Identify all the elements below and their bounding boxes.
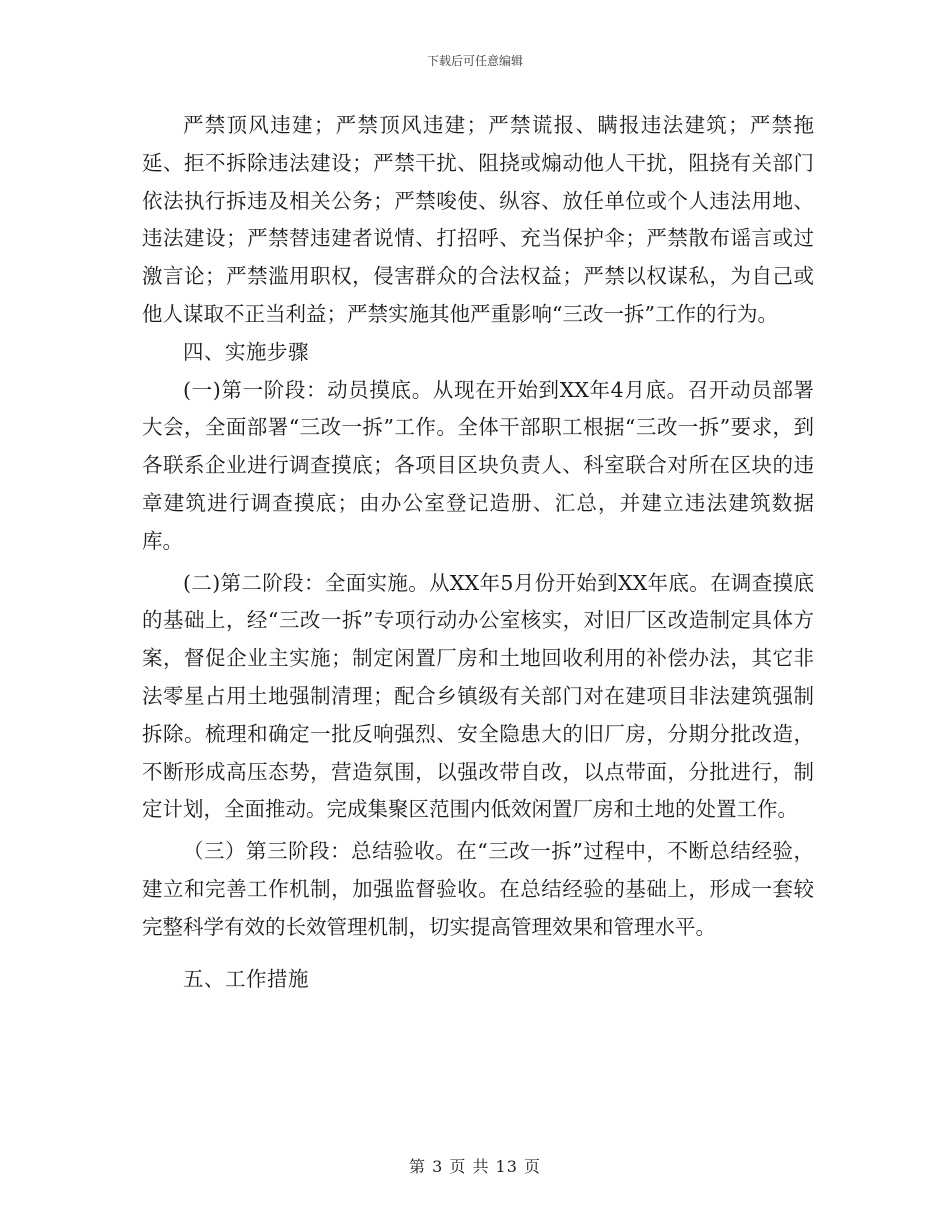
- page-header-note: 下载后可任意编辑: [426, 54, 523, 68]
- paragraph-prohibitions: 严禁顶风违建；严禁顶风违建；严禁谎报、瞒报违法建筑；严禁拖延、拒不拆除违法建设；严禁干扰、阻挠或煽动他人干扰，阻挠有关部门依法执行拆违及相关公务；严禁唆使、纵容、放任单位或个人违法用地、违法建设；严禁替违建者说情、打招呼、充当保护伞；严禁散布谣言或过激言论；严禁滥用职权，侵害群众的合法权益；严禁以权谋私，为自己或他人谋取不正当利益；严禁实施其他严重影响“三改一拆”工作的行为。: [142, 113, 814, 326]
- page-footer-number: 第 3 页 共 13 页: [409, 1157, 541, 1176]
- paragraph-phase-two: (二)第二阶段：全面实施。从XX年5月份开始到XX年底。在调查摸底的基础上，经“三改一拆”专项行动办公室核实，对旧厂区改造制定具体方案，督促企业主实施；制定闲置厂房和土地回收利用的补偿办法，其它非法零星占用土地强制清理；配合乡镇级有关部门对在建项目非法建筑强制拆除。梳理和确定一批反响强烈、安全隐患大的旧厂房，分期分批改造，不断形成高压态势，营造氛围，以强改带自改，以点带面，分批进行，制定计划，全面推动。完成集聚区范围内低效闲置厂房和土地的处置工作。: [142, 570, 814, 822]
- section-heading-work-measures: 五、工作措施: [183, 966, 309, 991]
- document-body: [142, 107, 814, 998]
- paragraph-phase-three: （三）第三阶段：总结验收。在“三改一拆”过程中，不断总结经验，建立和完善工作机制，加强监督验收。在总结经验的基础上，形成一套较完整科学有效的长效管理机制，切实提高管理效果和管理水平。: [142, 839, 814, 939]
- section-heading-implementation-steps: 四、实施步骤: [183, 339, 309, 364]
- paragraph-phase-one: (一)第一阶段：动员摸底。从现在开始到XX年4月底。召开动员部署大会，全面部署“三改一拆”工作。全体干部职工根据“三改一拆”要求，到各联系企业进行调查摸底；各项目区块负责人、科室联合对所在区块的违章建筑进行调查摸底；由办公室登记造册、汇总，并建立违法建筑数据库。: [142, 377, 814, 553]
